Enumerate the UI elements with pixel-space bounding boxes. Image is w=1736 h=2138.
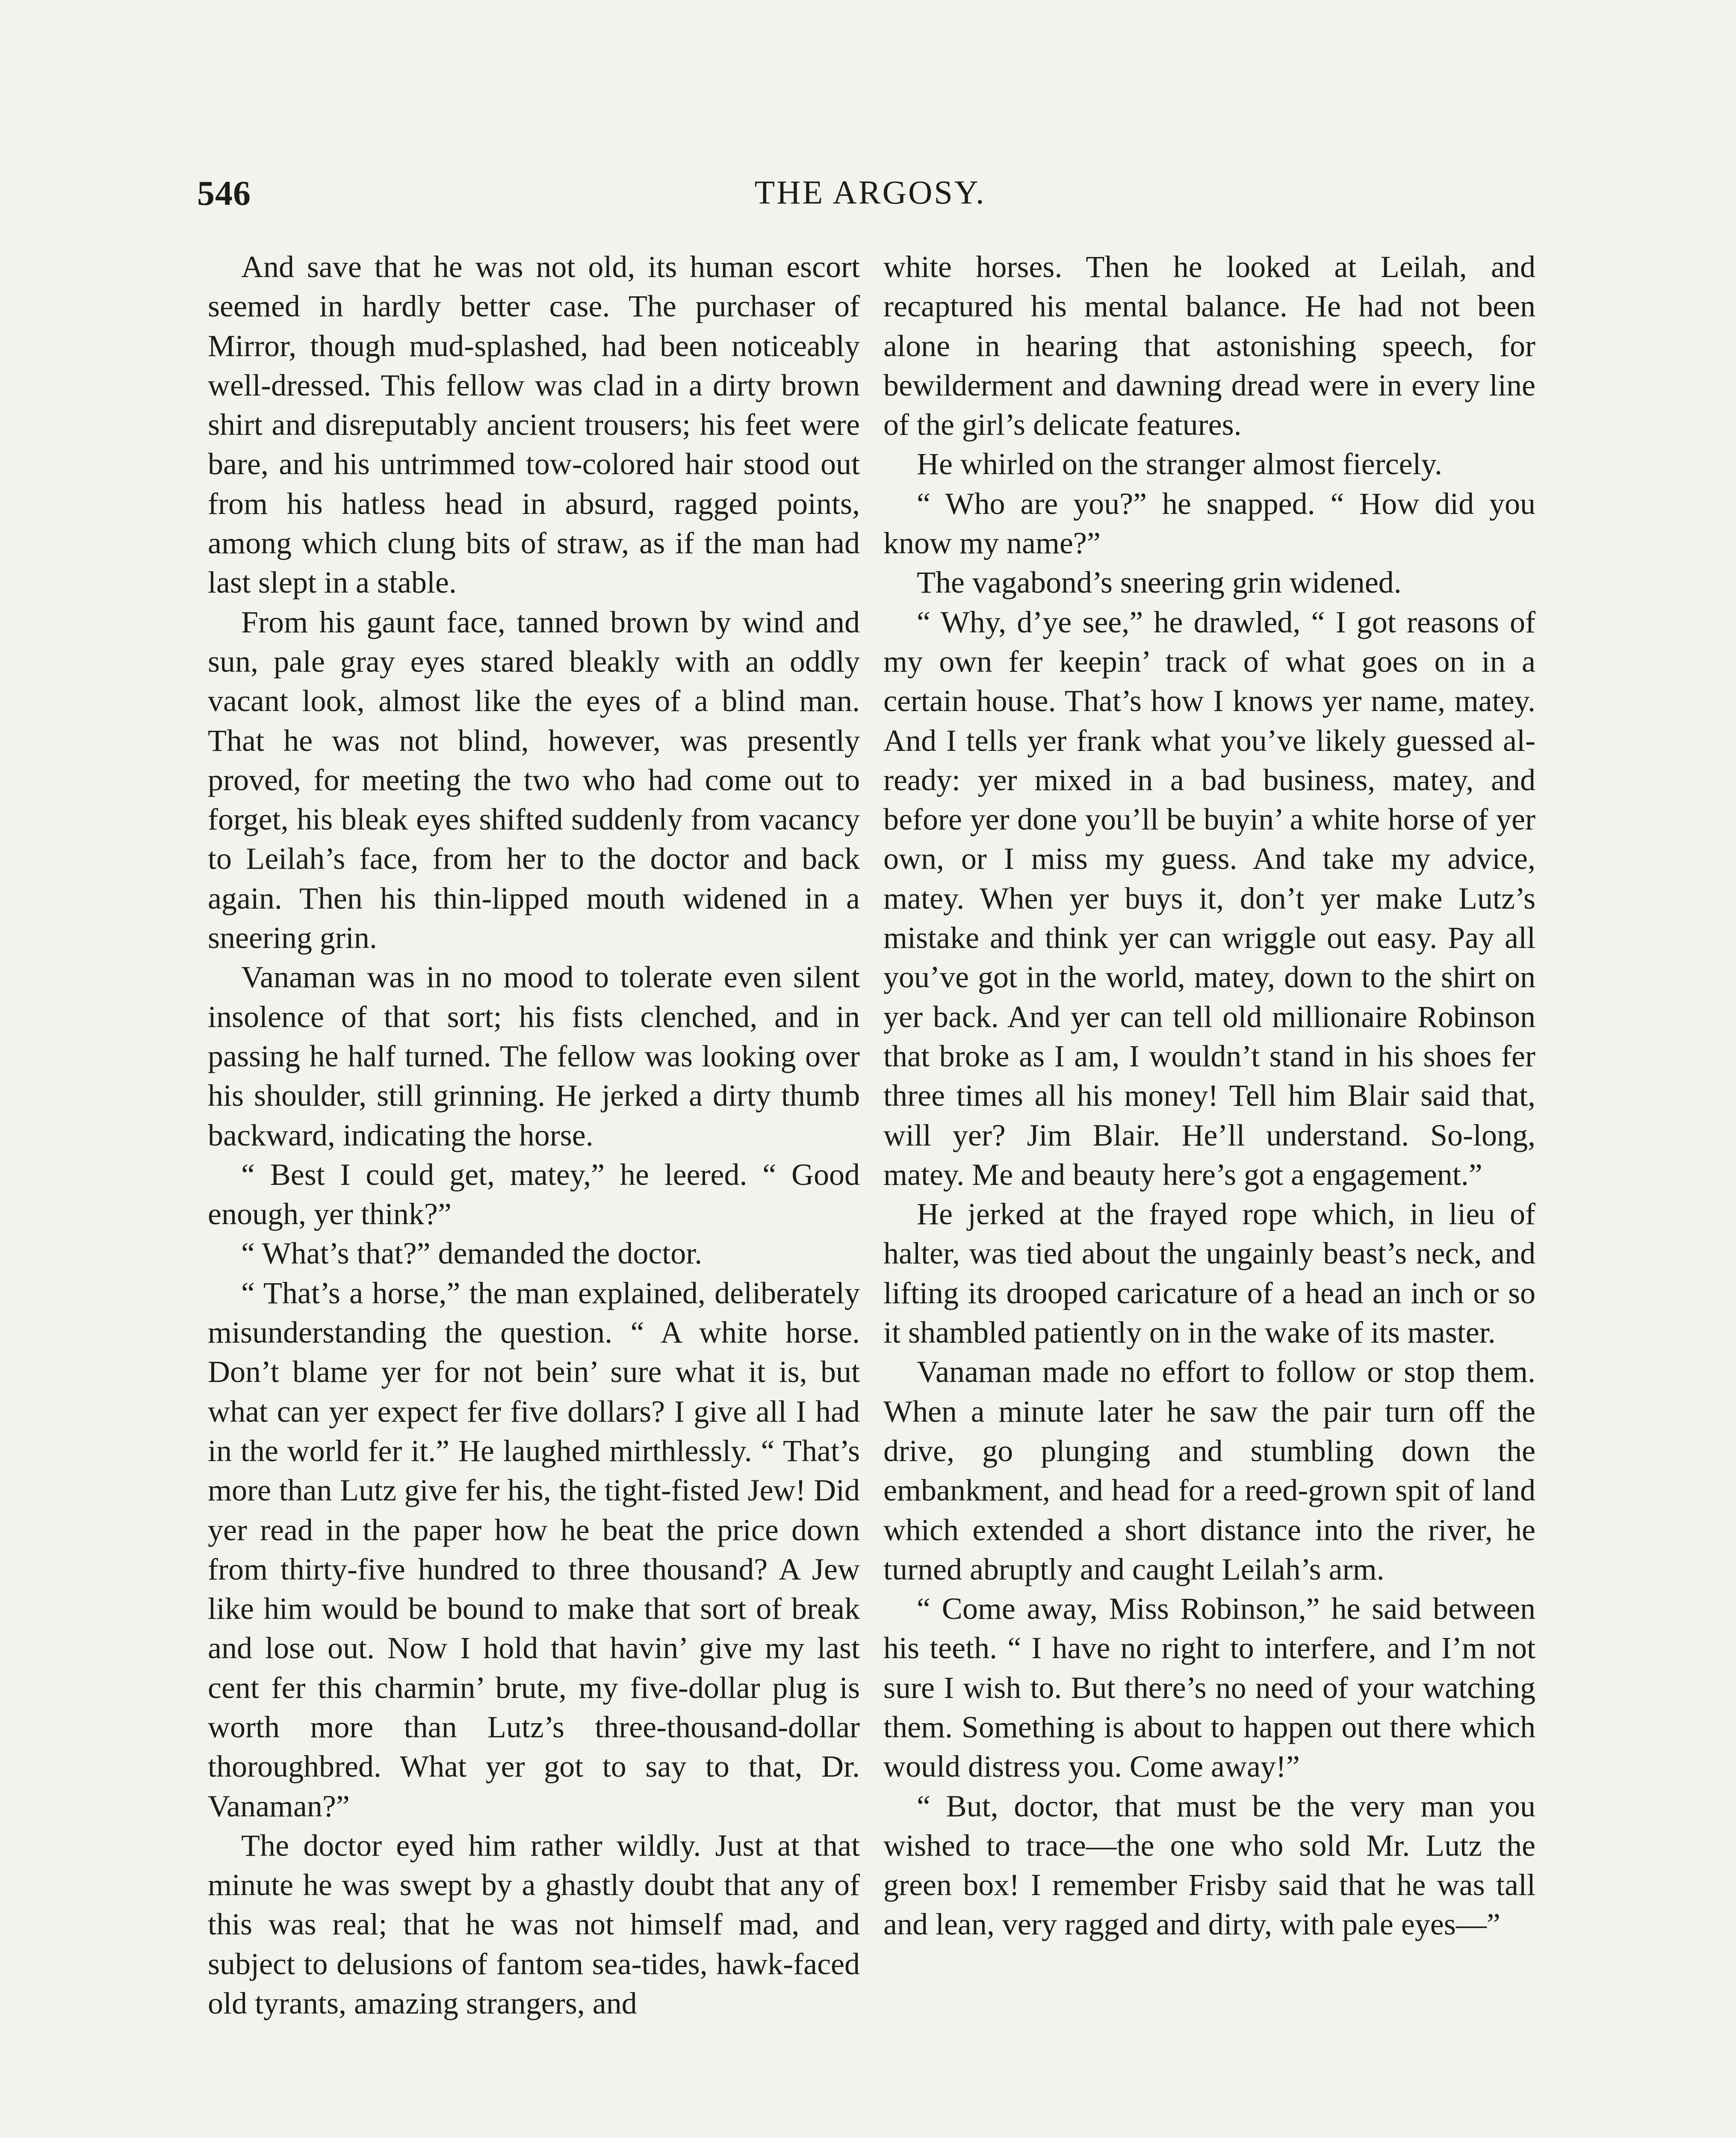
paragraph: “ Why, d’ye see,” he drawled, “ I got reasons of my own fer keepin’ track of what goes on in a certain house. That’s how I knows yer name, matey. And I tells yer frank what you’ve likely guessed already: yer mixed in a bad business, matey, and before yer done you’ll be buyin’ a white horse of yer own, or I miss my guess. And take my advice, matey. When yer buys it, don’t yer make Lutz’s mistake and think yer can wriggle out easy. Pay all you’ve got in the world, matey, down to the shirt on yer back. And yer can tell old millionaire Robinson that broke as I am, I wouldn’t stand in his shoes fer three times all his money! Tell him Blair said that, will yer? Jim Blair. He’ll understand. So-long, matey. Me and beauty here’s got a engagement.”	[883, 605, 1535, 1192]
paragraph: He jerked at the frayed rope which, in lieu of halter, was tied about the ungainly beast’s neck, and lifting its drooped caricature of a head an inch or so it shambled patiently on in the wake of its master.	[883, 1197, 1535, 1350]
paragraph: Vanaman was in no mood to tolerate even silent insolence of that sort; his fists clenched, and in passing he half turned. The fellow was looking over his shoulder, still grinning. He jerked a dirty thumb backward, indicating the horse.	[208, 960, 860, 1152]
running-title: THE ARGOSY.	[754, 174, 986, 211]
paragraph: “ Best I could get, matey,” he leered. “ Good enough, yer think?”	[208, 1157, 860, 1231]
page-header	[197, 173, 1543, 224]
paragraph: “ But, doctor, that must be the very man you wished to trace—the one who sold Mr. Lutz the green box! I remember Frisby said that he was tall and lean, very ragged and dirty, with pale eyes—”	[883, 1789, 1535, 1942]
right-column	[883, 247, 1535, 1944]
paragraph: “ What’s that?” demanded the doctor.	[241, 1236, 703, 1271]
paragraph: Vanaman made no effort to follow or stop them. When a minute later he saw the pair turn off the drive, go plunging and stumbling down the embankment, and head for a reed-grown spit of land which extended a short distance into the river, he turned abruptly and caught Leilah’s arm.	[883, 1355, 1535, 1586]
left-column	[208, 247, 860, 2023]
paragraph: The doctor eyed him rather wildly. Just at that minute he was swept by a ghastly doubt that any of this was real; that he was not himself mad, and subject to delusions of fantom sea-tides, hawk-faced old tyrants, amazing strangers, and	[208, 1828, 860, 2021]
paragraph: And save that he was not old, its human escort seemed in hardly better case. The purchaser of Mirror, though mud-splashed, had been noticeably well-dressed. This fellow was clad in a dirty brown shirt and disreputably ancient trousers; his feet were bare, and his untrimmed tow-colored hair stood out from his hatless head in absurd, ragged points, among which clung bits of straw, as if the man had last slept in a stable.	[208, 250, 860, 600]
paragraph: The vagabond’s sneering grin widened.	[917, 565, 1402, 600]
paragraph: “ Who are you?” he snapped. “ How did you know my name?”	[883, 486, 1535, 561]
page-number: 546	[197, 174, 251, 213]
paragraph-continuation: white horses. Then he looked at Leilah, and recaptured his mental balance. He had not been alone in hearing that astonishing speech, for bewilderment and dawning dread were in every line of the girl’s delicate features.	[883, 250, 1535, 442]
paragraph: He whirled on the stranger almost fiercely.	[917, 447, 1442, 481]
paragraph: “ That’s a horse,” the man explained, deliberately misunderstanding the question. “ A white horse. Don’t blame yer for not bein’ sure what it is, but what can yer expect fer five dollars? I give all I had in the world fer it.” He laughed mirthlessly. “ That’s more than Lutz give fer his, the tight-fisted Jew! Did yer read in the paper how he beat the price down from thirty-five hundred to three thousand? A Jew like him would be bound to make that sort of break and lose out. Now I hold that havin’ give my last cent fer this charmin’ brute, my five-dollar plug is worth more than Lutz’s three-thousand-dollar thoroughbred. What yer got to say to that, Dr. Vanaman?”	[208, 1276, 860, 1823]
paragraph: From his gaunt face, tanned brown by wind and sun, pale gray eyes stared bleakly with an oddly vacant look, almost like the eyes of a blind man. That he was not blind, however, was presently proved, for meeting the two who had come out to forget, his bleak eyes shifted suddenly from vacancy to Leilah’s face, from her to the doctor and back again. Then his thin-lipped mouth widened in a sneering grin.	[208, 605, 860, 955]
paragraph: “ Come away, Miss Robinson,” he said between his teeth. “ I have no right to interfere, and I’m not sure I wish to. But there’s no need of your watching them. Something is about to happen out there which would distress you. Come away!”	[883, 1592, 1535, 1784]
